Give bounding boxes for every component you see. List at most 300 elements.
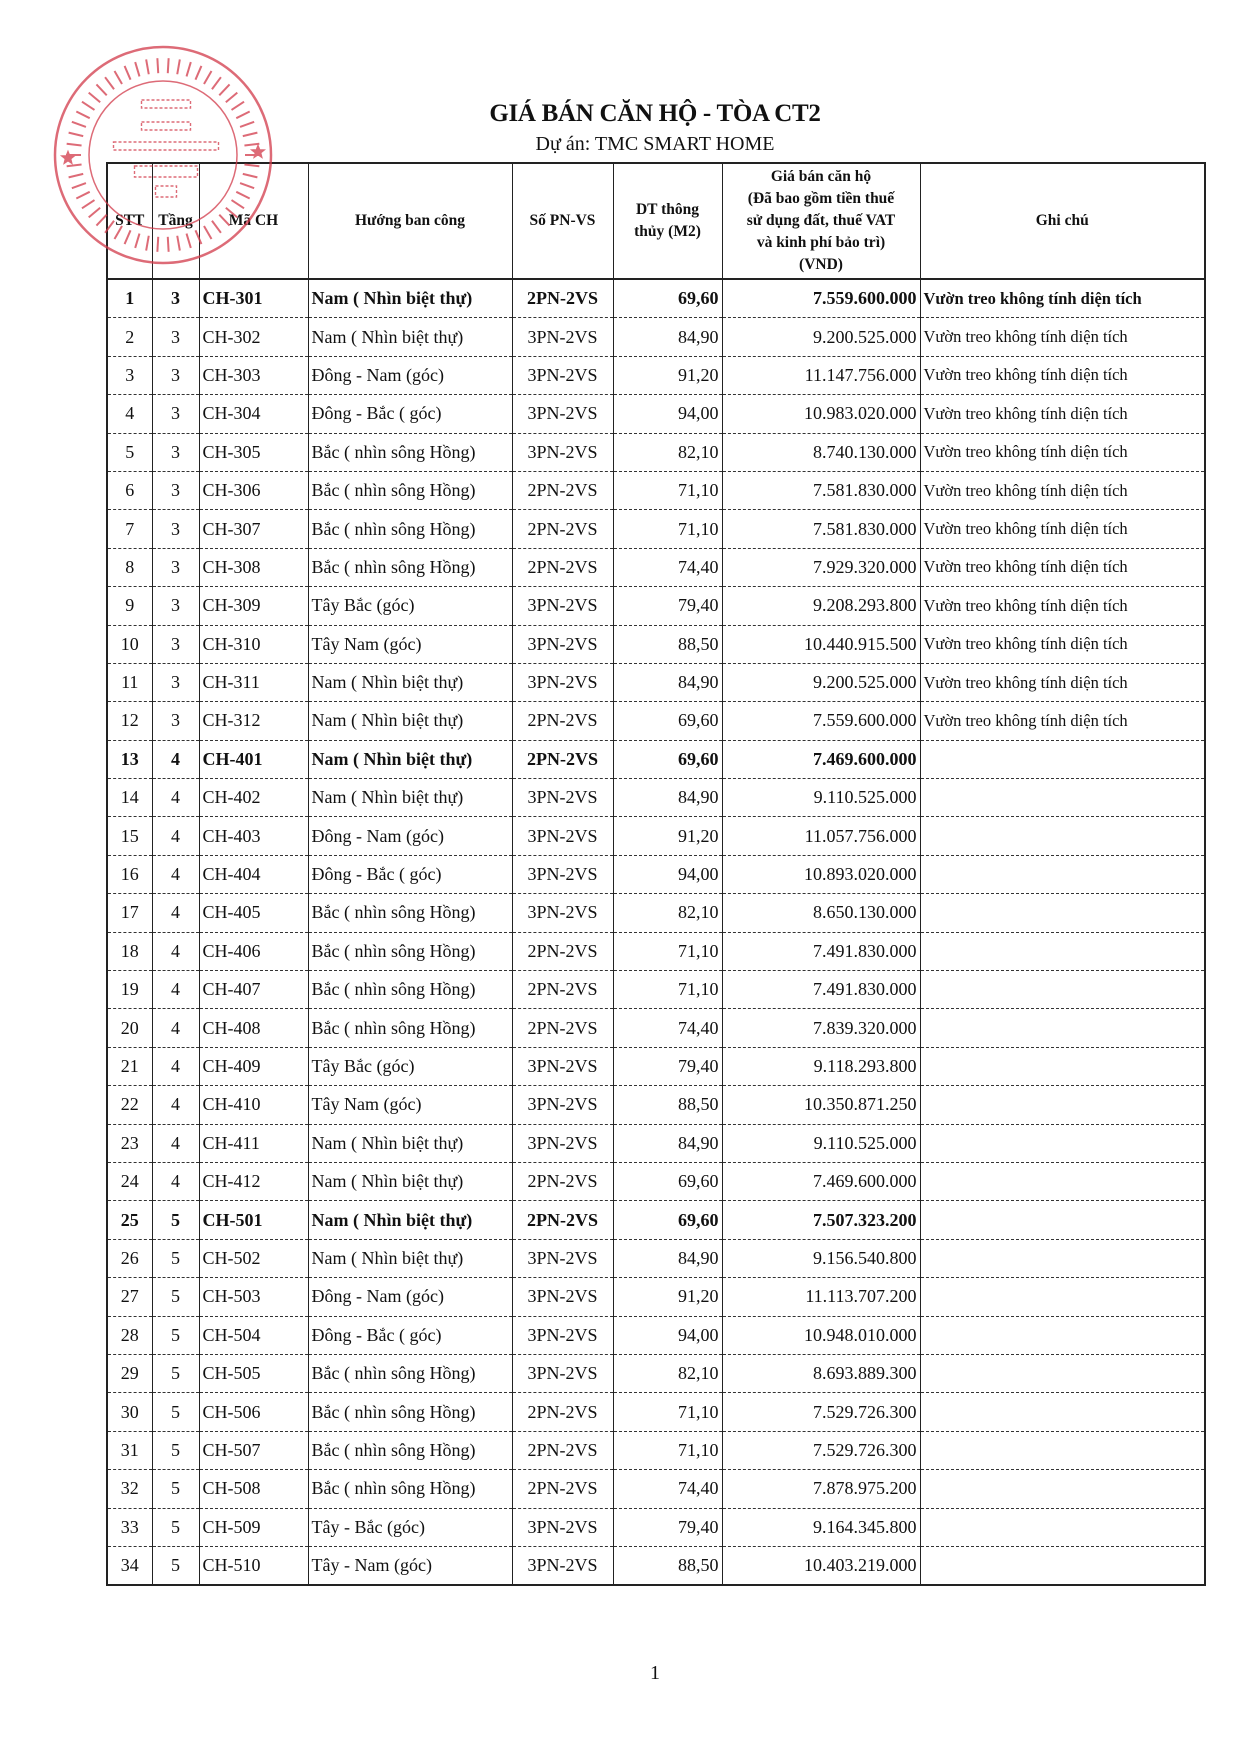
cell-huong: Tây Nam (góc) [308, 625, 512, 663]
cell-ma-ch: CH-307 [199, 510, 308, 548]
cell-gia: 7.491.830.000 [722, 932, 920, 970]
cell-gia: 7.529.726.300 [722, 1431, 920, 1469]
cell-stt: 17 [107, 894, 152, 932]
cell-dt: 82,10 [613, 1354, 722, 1392]
cell-huong: Bắc ( nhìn sông Hồng) [308, 433, 512, 471]
table-row [107, 625, 1205, 663]
cell-stt: 21 [107, 1047, 152, 1085]
cell-ma-ch: CH-507 [199, 1431, 308, 1469]
cell-huong: Nam ( Nhìn biệt thự) [308, 702, 512, 740]
cell-stt: 8 [107, 548, 152, 586]
cell-tang: 3 [152, 279, 199, 318]
cell-tang: 4 [152, 1047, 199, 1085]
cell-huong: Bắc ( nhìn sông Hồng) [308, 1431, 512, 1469]
cell-dt: 69,60 [613, 740, 722, 778]
cell-ghi-chu [920, 1508, 1205, 1546]
cell-gia: 9.208.293.800 [722, 587, 920, 625]
cell-huong: Nam ( Nhìn biệt thự) [308, 663, 512, 701]
header-dt [613, 163, 722, 279]
cell-huong: Bắc ( nhìn sông Hồng) [308, 971, 512, 1009]
stamp-ring-mark [204, 71, 212, 84]
cell-so-pn: 3PN-2VS [512, 1316, 613, 1354]
table-row [107, 1047, 1205, 1085]
cell-so-pn: 3PN-2VS [512, 1086, 613, 1124]
cell-so-pn: 3PN-2VS [512, 1508, 613, 1546]
cell-dt: 79,40 [613, 1047, 722, 1085]
cell-stt: 13 [107, 740, 152, 778]
cell-so-pn: 3PN-2VS [512, 1239, 613, 1277]
cell-gia: 7.878.975.200 [722, 1470, 920, 1508]
stamp-ring-mark [125, 66, 131, 80]
cell-stt: 18 [107, 932, 152, 970]
cell-huong: Nam ( Nhìn biệt thự) [308, 1239, 512, 1277]
cell-ma-ch: CH-504 [199, 1316, 308, 1354]
table-row [107, 395, 1205, 433]
cell-huong: Bắc ( nhìn sông Hồng) [308, 1470, 512, 1508]
cell-dt: 82,10 [613, 433, 722, 471]
cell-dt: 84,90 [613, 663, 722, 701]
cell-dt: 84,90 [613, 779, 722, 817]
cell-ma-ch: CH-406 [199, 932, 308, 970]
cell-dt: 71,10 [613, 510, 722, 548]
table-row [107, 1546, 1205, 1585]
cell-so-pn: 3PN-2VS [512, 1047, 613, 1085]
cell-tang: 3 [152, 587, 199, 625]
cell-ghi-chu [920, 1278, 1205, 1316]
cell-stt: 11 [107, 663, 152, 701]
cell-dt: 69,60 [613, 702, 722, 740]
table-row [107, 587, 1205, 625]
cell-gia: 7.469.600.000 [722, 1162, 920, 1200]
page-title: GIÁ BÁN CĂN HỘ - TÒA CT2 [489, 100, 821, 127]
cell-ghi-chu: Vườn treo không tính diện tích [920, 548, 1205, 586]
cell-stt: 9 [107, 587, 152, 625]
cell-dt: 71,10 [613, 1393, 722, 1431]
cell-so-pn: 2PN-2VS [512, 1393, 613, 1431]
stamp-ring-mark [72, 183, 86, 188]
cell-ma-ch: CH-312 [199, 702, 308, 740]
cell-huong: Nam ( Nhìn biệt thự) [308, 1201, 512, 1239]
cell-ghi-chu [920, 1393, 1205, 1431]
cell-ghi-chu [920, 1124, 1205, 1162]
cell-so-pn: 3PN-2VS [512, 663, 613, 701]
cell-stt: 28 [107, 1316, 152, 1354]
cell-huong: Bắc ( nhìn sông Hồng) [308, 548, 512, 586]
cell-tang: 3 [152, 548, 199, 586]
project-subtitle: Dự án: TMC SMART HOME [535, 133, 775, 155]
cell-tang: 3 [152, 510, 199, 548]
cell-ghi-chu [920, 1354, 1205, 1392]
cell-gia: 8.650.130.000 [722, 894, 920, 932]
cell-ma-ch: CH-306 [199, 471, 308, 509]
cell-ghi-chu [920, 1470, 1205, 1508]
cell-dt: 88,50 [613, 1086, 722, 1124]
cell-gia: 7.559.600.000 [722, 279, 920, 318]
cell-dt: 91,20 [613, 1278, 722, 1316]
cell-ma-ch: CH-506 [199, 1393, 308, 1431]
cell-stt: 4 [107, 395, 152, 433]
header-dt-line: thủy (M2) [634, 223, 701, 240]
cell-huong: Nam ( Nhìn biệt thự) [308, 1124, 512, 1162]
cell-ghi-chu: Vườn treo không tính diện tích [920, 318, 1205, 356]
table-row [107, 356, 1205, 394]
table-row [107, 1086, 1205, 1124]
cell-ghi-chu [920, 1162, 1205, 1200]
cell-huong: Nam ( Nhìn biệt thự) [308, 318, 512, 356]
cell-dt: 94,00 [613, 855, 722, 893]
table-row [107, 433, 1205, 471]
cell-ma-ch: CH-408 [199, 1009, 308, 1047]
price-table [106, 162, 1206, 1586]
cell-stt: 12 [107, 702, 152, 740]
cell-gia: 7.929.320.000 [722, 548, 920, 586]
cell-stt: 1 [107, 279, 152, 318]
cell-gia: 9.200.525.000 [722, 318, 920, 356]
cell-stt: 16 [107, 855, 152, 893]
cell-tang: 5 [152, 1201, 199, 1239]
cell-huong: Bắc ( nhìn sông Hồng) [308, 1393, 512, 1431]
cell-stt: 33 [107, 1508, 152, 1546]
cell-so-pn: 2PN-2VS [512, 1201, 613, 1239]
cell-huong: Nam ( Nhìn biệt thự) [308, 779, 512, 817]
cell-ghi-chu [920, 740, 1205, 778]
cell-ma-ch: CH-308 [199, 548, 308, 586]
table-row [107, 1354, 1205, 1392]
table-row [107, 1278, 1205, 1316]
cell-dt: 84,90 [613, 1124, 722, 1162]
cell-ma-ch: CH-404 [199, 855, 308, 893]
cell-dt: 91,20 [613, 817, 722, 855]
cell-so-pn: 2PN-2VS [512, 1431, 613, 1469]
page-number: 1 [650, 1662, 660, 1684]
stamp-ring-mark [115, 71, 123, 84]
cell-so-pn: 3PN-2VS [512, 625, 613, 663]
cell-dt: 94,00 [613, 395, 722, 433]
header-ghi-chu: Ghi chú [920, 163, 1205, 279]
cell-ghi-chu: Vườn treo không tính diện tích [920, 395, 1205, 433]
header-huong: Hướng ban công [308, 163, 512, 279]
cell-tang: 4 [152, 1124, 199, 1162]
cell-stt: 7 [107, 510, 152, 548]
cell-tang: 5 [152, 1546, 199, 1585]
cell-dt: 91,20 [613, 356, 722, 394]
cell-tang: 4 [152, 932, 199, 970]
table-row [107, 663, 1205, 701]
stamp-ring-mark [82, 200, 95, 208]
cell-stt: 31 [107, 1431, 152, 1469]
cell-gia: 7.839.320.000 [722, 1009, 920, 1047]
cell-dt: 88,50 [613, 625, 722, 663]
stamp-ring-mark [168, 58, 169, 73]
cell-ma-ch: CH-407 [199, 971, 308, 1009]
cell-ghi-chu: Vườn treo không tính diện tích [920, 587, 1205, 625]
cell-so-pn: 3PN-2VS [512, 1354, 613, 1392]
cell-ghi-chu [920, 1009, 1205, 1047]
table-row [107, 1162, 1205, 1200]
cell-ma-ch: CH-305 [199, 433, 308, 471]
cell-stt: 10 [107, 625, 152, 663]
cell-so-pn: 3PN-2VS [512, 587, 613, 625]
stamp-ring-mark [157, 58, 158, 73]
cell-ma-ch: CH-302 [199, 318, 308, 356]
cell-gia: 7.529.726.300 [722, 1393, 920, 1431]
cell-gia: 8.740.130.000 [722, 433, 920, 471]
header-row [107, 163, 1205, 279]
cell-stt: 24 [107, 1162, 152, 1200]
cell-dt: 79,40 [613, 587, 722, 625]
cell-tang: 4 [152, 971, 199, 1009]
stamp-ring-mark [177, 59, 180, 74]
cell-stt: 5 [107, 433, 152, 471]
cell-ghi-chu [920, 894, 1205, 932]
cell-stt: 3 [107, 356, 152, 394]
cell-stt: 30 [107, 1393, 152, 1431]
cell-stt: 20 [107, 1009, 152, 1047]
cell-dt: 71,10 [613, 1431, 722, 1469]
cell-huong: Tây Bắc (góc) [308, 1047, 512, 1085]
cell-gia: 10.350.871.250 [722, 1086, 920, 1124]
cell-ghi-chu: Vườn treo không tính diện tích [920, 279, 1205, 318]
cell-ma-ch: CH-303 [199, 356, 308, 394]
cell-tang: 5 [152, 1239, 199, 1277]
cell-gia: 7.559.600.000 [722, 702, 920, 740]
cell-stt: 29 [107, 1354, 152, 1392]
cell-stt: 19 [107, 971, 152, 1009]
cell-ghi-chu [920, 779, 1205, 817]
cell-huong: Đông - Bắc ( góc) [308, 1316, 512, 1354]
cell-so-pn: 2PN-2VS [512, 702, 613, 740]
header-stt: STT [107, 163, 152, 279]
cell-ma-ch: CH-505 [199, 1354, 308, 1392]
cell-stt: 2 [107, 318, 152, 356]
cell-so-pn: 2PN-2VS [512, 971, 613, 1009]
stamp-ring-mark [187, 62, 191, 76]
cell-so-pn: 3PN-2VS [512, 817, 613, 855]
cell-ghi-chu [920, 971, 1205, 1009]
cell-gia: 11.057.756.000 [722, 817, 920, 855]
table-row [107, 510, 1205, 548]
table-row [107, 1316, 1205, 1354]
header-gia-line: (VND) [799, 256, 843, 273]
cell-stt: 14 [107, 779, 152, 817]
stamp-ring-mark [69, 174, 84, 177]
cell-stt: 15 [107, 817, 152, 855]
cell-so-pn: 2PN-2VS [512, 1470, 613, 1508]
cell-so-pn: 3PN-2VS [512, 395, 613, 433]
cell-gia: 7.581.830.000 [722, 510, 920, 548]
cell-ghi-chu: Vườn treo không tính diện tích [920, 625, 1205, 663]
cell-huong: Tây - Bắc (góc) [308, 1508, 512, 1546]
cell-ma-ch: CH-412 [199, 1162, 308, 1200]
cell-dt: 71,10 [613, 471, 722, 509]
cell-ghi-chu: Vườn treo không tính diện tích [920, 471, 1205, 509]
table-row [107, 1508, 1205, 1546]
cell-so-pn: 2PN-2VS [512, 279, 613, 318]
cell-ghi-chu: Vườn treo không tính diện tích [920, 702, 1205, 740]
cell-dt: 88,50 [613, 1546, 722, 1585]
cell-so-pn: 3PN-2VS [512, 1124, 613, 1162]
header-gia-line: và kinh phí bảo trì) [756, 234, 886, 251]
cell-so-pn: 2PN-2VS [512, 510, 613, 548]
cell-ma-ch: CH-411 [199, 1124, 308, 1162]
cell-ghi-chu [920, 1431, 1205, 1469]
stamp-ring-mark [76, 192, 89, 199]
header-tang: Tầng [152, 163, 199, 279]
table-row [107, 279, 1205, 318]
table-row [107, 855, 1205, 893]
cell-ma-ch: CH-309 [199, 587, 308, 625]
cell-tang: 4 [152, 817, 199, 855]
cell-ma-ch: CH-310 [199, 625, 308, 663]
cell-ma-ch: CH-510 [199, 1546, 308, 1585]
cell-ma-ch: CH-311 [199, 663, 308, 701]
cell-tang: 5 [152, 1393, 199, 1431]
cell-ghi-chu [920, 1239, 1205, 1277]
cell-stt: 26 [107, 1239, 152, 1277]
header-gia [722, 163, 920, 279]
cell-ma-ch: CH-509 [199, 1508, 308, 1546]
cell-so-pn: 2PN-2VS [512, 1009, 613, 1047]
cell-dt: 74,40 [613, 1009, 722, 1047]
table-row [107, 471, 1205, 509]
cell-ma-ch: CH-402 [199, 779, 308, 817]
cell-tang: 3 [152, 395, 199, 433]
stamp-ring-mark [219, 84, 229, 95]
cell-ma-ch: CH-304 [199, 395, 308, 433]
cell-gia: 9.118.293.800 [722, 1047, 920, 1085]
cell-so-pn: 2PN-2VS [512, 740, 613, 778]
cell-tang: 5 [152, 1278, 199, 1316]
cell-dt: 71,10 [613, 932, 722, 970]
cell-stt: 6 [107, 471, 152, 509]
cell-gia: 9.200.525.000 [722, 663, 920, 701]
cell-tang: 3 [152, 356, 199, 394]
cell-dt: 94,00 [613, 1316, 722, 1354]
table-row [107, 318, 1205, 356]
cell-so-pn: 2PN-2VS [512, 471, 613, 509]
stamp-ring-mark [212, 77, 221, 89]
cell-gia: 9.110.525.000 [722, 779, 920, 817]
cell-dt: 82,10 [613, 894, 722, 932]
cell-tang: 3 [152, 318, 199, 356]
table-row [107, 1124, 1205, 1162]
cell-gia: 7.581.830.000 [722, 471, 920, 509]
cell-dt: 84,90 [613, 318, 722, 356]
table-row [107, 1009, 1205, 1047]
cell-ma-ch: CH-403 [199, 817, 308, 855]
cell-stt: 23 [107, 1124, 152, 1162]
cell-huong: Bắc ( nhìn sông Hồng) [308, 1354, 512, 1392]
cell-ghi-chu: Vườn treo không tính diện tích [920, 433, 1205, 471]
header-so-pn: Số PN-VS [512, 163, 613, 279]
cell-so-pn: 3PN-2VS [512, 1278, 613, 1316]
cell-so-pn: 3PN-2VS [512, 433, 613, 471]
cell-ghi-chu: Vườn treo không tính diện tích [920, 356, 1205, 394]
cell-gia: 11.147.756.000 [722, 356, 920, 394]
table-row [107, 779, 1205, 817]
table-row [107, 1239, 1205, 1277]
cell-so-pn: 3PN-2VS [512, 318, 613, 356]
cell-ma-ch: CH-301 [199, 279, 308, 318]
cell-gia: 7.507.323.200 [722, 1201, 920, 1239]
cell-dt: 69,60 [613, 1201, 722, 1239]
cell-tang: 3 [152, 663, 199, 701]
cell-huong: Bắc ( nhìn sông Hồng) [308, 471, 512, 509]
cell-ma-ch: CH-501 [199, 1201, 308, 1239]
table-row [107, 817, 1205, 855]
header-dt-line: DT thông [635, 201, 700, 218]
cell-so-pn: 3PN-2VS [512, 1546, 613, 1585]
cell-huong: Bắc ( nhìn sông Hồng) [308, 510, 512, 548]
cell-ma-ch: CH-409 [199, 1047, 308, 1085]
table-row [107, 932, 1205, 970]
cell-stt: 34 [107, 1546, 152, 1585]
cell-so-pn: 2PN-2VS [512, 1162, 613, 1200]
cell-gia: 10.893.020.000 [722, 855, 920, 893]
cell-ma-ch: CH-401 [199, 740, 308, 778]
stamp-ring-mark [135, 62, 139, 76]
stamp-ring-mark [146, 59, 149, 74]
cell-tang: 5 [152, 1431, 199, 1469]
stamp-ring-mark [105, 77, 114, 89]
cell-dt: 84,90 [613, 1239, 722, 1277]
cell-huong: Bắc ( nhìn sông Hồng) [308, 894, 512, 932]
cell-gia: 10.948.010.000 [722, 1316, 920, 1354]
cell-dt: 74,40 [613, 1470, 722, 1508]
cell-ghi-chu [920, 817, 1205, 855]
cell-gia: 10.440.915.500 [722, 625, 920, 663]
cell-so-pn: 3PN-2VS [512, 779, 613, 817]
cell-tang: 4 [152, 740, 199, 778]
cell-dt: 69,60 [613, 1162, 722, 1200]
cell-stt: 22 [107, 1086, 152, 1124]
cell-so-pn: 2PN-2VS [512, 548, 613, 586]
cell-huong: Bắc ( nhìn sông Hồng) [308, 932, 512, 970]
cell-huong: Đông - Nam (góc) [308, 1278, 512, 1316]
cell-huong: Nam ( Nhìn biệt thự) [308, 1162, 512, 1200]
cell-gia: 7.491.830.000 [722, 971, 920, 1009]
cell-huong: Tây Bắc (góc) [308, 587, 512, 625]
cell-gia: 9.110.525.000 [722, 1124, 920, 1162]
cell-stt: 27 [107, 1278, 152, 1316]
cell-tang: 5 [152, 1354, 199, 1392]
cell-gia: 7.469.600.000 [722, 740, 920, 778]
cell-so-pn: 2PN-2VS [512, 932, 613, 970]
cell-huong: Đông - Nam (góc) [308, 356, 512, 394]
cell-tang: 3 [152, 471, 199, 509]
cell-huong: Đông - Bắc ( góc) [308, 395, 512, 433]
cell-ghi-chu: Vườn treo không tính diện tích [920, 510, 1205, 548]
cell-huong: Đông - Nam (góc) [308, 817, 512, 855]
cell-huong: Nam ( Nhìn biệt thự) [308, 740, 512, 778]
cell-gia: 11.113.707.200 [722, 1278, 920, 1316]
cell-tang: 4 [152, 779, 199, 817]
cell-so-pn: 3PN-2VS [512, 356, 613, 394]
cell-ghi-chu [920, 855, 1205, 893]
cell-ghi-chu [920, 1316, 1205, 1354]
cell-tang: 3 [152, 625, 199, 663]
cell-huong: Bắc ( nhìn sông Hồng) [308, 1009, 512, 1047]
cell-huong: Nam ( Nhìn biệt thự) [308, 279, 512, 318]
cell-tang: 5 [152, 1508, 199, 1546]
cell-dt: 79,40 [613, 1508, 722, 1546]
table-row [107, 971, 1205, 1009]
cell-ma-ch: CH-503 [199, 1278, 308, 1316]
cell-tang: 3 [152, 702, 199, 740]
cell-ma-ch: CH-508 [199, 1470, 308, 1508]
stamp-ring-mark [96, 84, 106, 95]
cell-huong: Đông - Bắc ( góc) [308, 855, 512, 893]
